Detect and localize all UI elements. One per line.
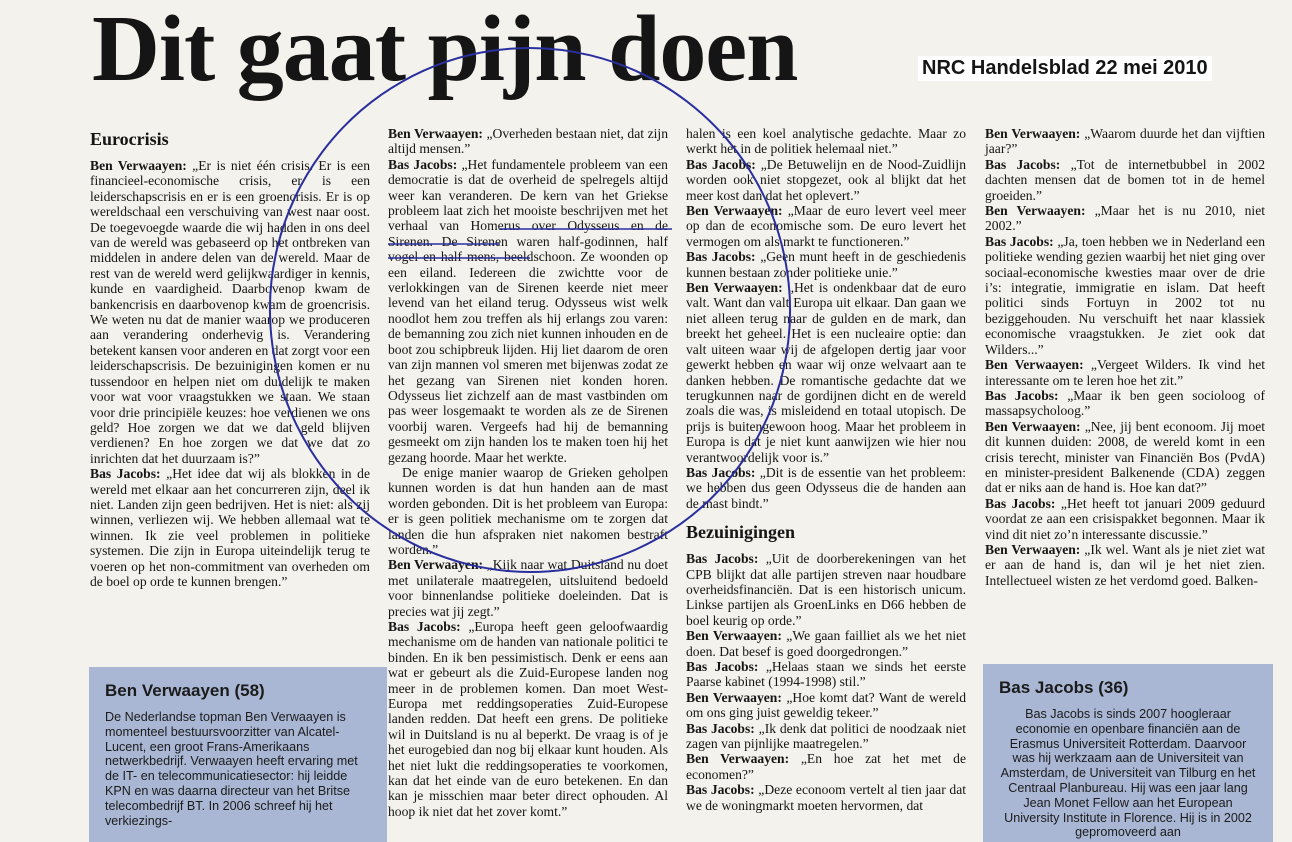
paragraph-text: „Overheden bestaan niet, dat zijn altijd mensen.”	[388, 126, 668, 157]
paragraph	[90, 466, 370, 589]
speaker-name: Ben Verwaayen:	[985, 418, 1081, 434]
paragraph-text: „Het idee dat wij als blokken in de wereld met elkaar aan het concurreren zijn, deel ik niet. Landen zijn geen bedrijven. Het is niet: als zij winnen, verliezen wij. We hebben allemaal wat te winnen. Ik zie veel problemen in politieke systemen. Die zijn in Europa uiteindelijk terug te voeren op het non-commitment van overheden om de boel op orde te kunnen brengen.”	[90, 466, 370, 589]
paragraph	[686, 203, 966, 249]
paragraph	[388, 557, 668, 619]
speaker-name: Bas Jacobs:	[388, 156, 458, 172]
paragraph	[985, 496, 1265, 542]
paragraph-text: „Maar ik ben geen socioloog of massapsycholoog.”	[985, 387, 1266, 419]
paragraph-text: „Het is ondenkbaar dat de euro valt. Want dan valt Europa uit elkaar. Dan gaan we niet alleen terug naar de gulden en de mark, dan breekt het geheel. Het is een nucleaire optie: dan valt uiteen waar wij de afgelopen dertig jaar voor gewerkt hebben en waar wij onze welvaart aan te danken hebben. De romantische gedachte dat we terugkunnen naar de gordijnen dicht en de wereld zoals die was, is misleidend en totaal utopisch. De prijs is buitengewoon hoog. Maar het probleem in Europa is dat je niet kunt aanwijzen wie hier nou verantwoordelijk voor is.”	[686, 280, 966, 465]
section-title-eurocrisis: Eurocrisis	[90, 129, 169, 149]
paragraph	[686, 465, 966, 511]
paragraph-text: „Ik wel. Want als je niet ziet wat er aan de hand is, dan wil je het niet zien. Intellectueel wisten ze het verdomd goed. Balken-	[985, 541, 1266, 588]
paragraph	[686, 751, 966, 782]
paragraph	[985, 234, 1265, 357]
paragraph	[985, 542, 1265, 588]
paragraph-text: „Tot de internetbubbel in 2002 dachten mensen dat de bomen tot in de hemel groeiden.”	[985, 156, 1266, 203]
paragraph-text: „Kijk naar wat Duitsland nu doet met unilaterale maatregelen, uitsluitend bedoeld voor binnenlandse politieke doeleinden. Dat is precies wat jij zegt.”	[388, 557, 668, 619]
speaker-name: Bas Jacobs:	[686, 249, 756, 265]
section-title-bezuinigingen: Bezuinigingen	[686, 522, 796, 543]
speaker-name: Ben Verwaayen:	[686, 203, 783, 219]
paragraph-text: „Hoe komt dat? Want de wereld om ons ging juist geweldig tekeer.”	[686, 689, 966, 721]
paragraph-text: „Maar de euro levert veel meer op dan de economische som. De euro levert het vermogen om als markt te functioneren.”	[686, 203, 966, 249]
speaker-name: Ben Verwaayen:	[686, 751, 790, 767]
speaker-name: Bas Jacobs:	[686, 782, 755, 798]
speaker-name: Ben Verwaayen:	[686, 689, 782, 705]
paragraph	[388, 619, 668, 819]
speaker-name: Ben Verwaayen:	[985, 357, 1084, 373]
column-4	[985, 126, 1265, 588]
paragraph	[686, 126, 966, 157]
paragraph-text: „Maar het is nu 2010, niet 2002.”	[985, 203, 1266, 234]
bio-title: Ben Verwaayen (58)	[105, 681, 265, 700]
speaker-name: Bas Jacobs:	[985, 495, 1056, 511]
speaker-name: Bas Jacobs:	[388, 619, 461, 634]
speaker-name: Bas Jacobs:	[985, 233, 1054, 249]
paragraph	[388, 157, 668, 465]
speaker-name: Bas Jacobs:	[985, 387, 1059, 403]
paragraph	[985, 419, 1265, 496]
speaker-name: Ben Verwaayen:	[985, 541, 1081, 557]
speaker-name: Ben Verwaayen:	[90, 158, 187, 173]
paragraph	[388, 465, 668, 557]
paragraph	[686, 659, 966, 690]
speaker-name: Bas Jacobs:	[686, 156, 756, 172]
paragraph-text: „Nee, jij bent econoom. Jij moet dit kunnen duiden: 2008, de wereld komt in een crisis terecht, minister van Financiën Bos (PvdA) en minister-president Balkenende (CDA) zeggen dat er niks aan de hand is. Hoe kan dat?”	[985, 418, 1265, 496]
paragraph	[985, 157, 1265, 203]
paragraph-text: „Vergeet Wilders. Ik vind het interessante om te leren hoe het zit.”	[985, 357, 1266, 388]
speaker-name: Ben Verwaayen:	[686, 628, 782, 644]
paragraph-text: „Dit is de essentie van het probleem: we hebben dus geen Odysseus die de handen aan de mast bindt.”	[686, 464, 967, 511]
paragraph-text: „Europa heeft geen geloofwaardig mechanisme om de handen van nationale politici te binden. En ik ben pessimistisch. Denk er eens aan wat er gebeurt als die Zuid-Europese landen nog meer in de problemen komen. Dan moet West-Europa met reddingsoperaties Zuid-Europese landen redden. Dat heeft een grens. De politieke wil in Duitsland is nu al beperkt. De vraag is of je het eurogebied dan nog bij elkaar kunt houden. Als het niet lukt die reddingsoperaties te voorkomen, kan dat het einde van de euro betekenen. En dan kan je misschien maar beter direct ophouden. Al hoop ik niet dat het zover komt.”	[388, 619, 668, 819]
column-1-paragraphs	[90, 158, 370, 589]
paragraph	[985, 357, 1265, 388]
speaker-name: Ben Verwaayen:	[388, 557, 484, 573]
paragraph-text: „Geen munt heeft in de geschiedenis kunnen bestaan zonder politieke unie.”	[686, 249, 966, 280]
paragraph-text: „Het heeft tot januari 2009 geduurd voordat ze aan een crisispakket begonnen. Maar ik vind dit niet zo’n interessante discussie.”	[985, 495, 1266, 542]
paragraph-text: halen is een koel analytische gedachte. Maar zo werkt het in de politiek helemaal niet.”	[686, 126, 966, 157]
paragraph	[388, 126, 668, 157]
speaker-name: Bas Jacobs:	[686, 659, 759, 674]
column-2	[388, 126, 668, 819]
paragraph	[686, 628, 966, 659]
column-3-paragraphs	[686, 126, 966, 511]
bio-box-jacobs	[983, 664, 1273, 842]
paragraph	[686, 249, 966, 280]
speaker-name: Bas Jacobs:	[985, 156, 1061, 172]
paragraph-text: „Het fundamentele probleem van een democratie is dat de overheid de spelregels altijd weer kan veranderen. De kern van het Griekse probleem laat zich het mooiste beschrijven met het verhaal van Homerus over Odysseus en de Sirenen. De Sirenen waren half-godinnen, half vogel en half mens, beeldschoon. Ze woonden op een eiland. Iedereen die zwichtte voor de verlokkingen van de Sirenen keerde niet meer levend van het eiland terug. Odysseus wist welk noodlot hem zou treffen als hij erlangs zou varen: de bemanning zou zich niet kunnen inhouden en de boot zou schipbreuk lijden. Hij liet daarom de oren van zijn mannen vol smeren met bijenwas zodat ze het gezang van Sirenen niet konden horen. Odysseus liet zichzelf aan de mast vastbinden om pas weer losgemaakt te worden als ze de Sirenen voorbij waren. Vergeefs had hij de bemanning gesmeekt om zijn handen los te maken toen hij het gezang hoorde. Maar het werkte.	[388, 156, 668, 465]
bio-box-verwaayen	[89, 667, 387, 842]
paragraph-text: „We gaan failliet als we het niet doen. Dat besef is goed doorgedrongen.”	[686, 628, 966, 659]
paragraph-text: De enige manier waarop de Grieken geholpen kunnen worden is dat hun handen aan de mast worden gebonden. Dit is het probleem van Europa: er is geen politiek mechanisme om te zorgen dat landen die hun afspraken niet nakomen bestraft worden.”	[388, 464, 668, 557]
column-1	[90, 126, 370, 589]
paragraph	[686, 721, 966, 752]
paragraph	[686, 280, 966, 465]
paragraph	[686, 157, 966, 203]
speaker-name: Bas Jacobs:	[90, 466, 161, 482]
paragraph-text: „En hoe zat het met de economen?”	[686, 751, 966, 782]
paragraph	[686, 690, 966, 721]
column-4-paragraphs	[985, 126, 1265, 588]
paragraph	[985, 388, 1265, 419]
paragraph	[985, 203, 1265, 234]
bio-text: Bas Jacobs is sinds 2007 hoogleraar economie en openbare financiën aan de Erasmus Universiteit Rotterdam. Daarvoor was hij werkzaam aan de Universiteit van Amsterdam, de Universiteit van Tilburg en het Centraal Planbureau. Hij was een jaar lang Jean Monet Fellow aan het European University Institute in Florence. Hij is in 2002 gepromoveerd aan	[1000, 707, 1256, 840]
column-3	[686, 126, 966, 813]
paragraph-text: „Ja, toen hebben we in Nederland een politieke wending gezien waarbij het niet ging over sociaal-economische kwesties maar over de drie i’s: integratie, immigratie en islam. Dat heeft politici sinds Fortuyn in 2002 tot nu beziggehouden. Nu verschuift het naar klassiek economische vraagstukken. Je ziet ook dat Wilders...”	[985, 233, 1265, 357]
paragraph-text: „Ik denk dat politici de noodzaak niet zagen van pijnlijke maatregelen.”	[686, 720, 966, 752]
headline: Dit gaat pijn doen	[92, 0, 798, 101]
speaker-name: Bas Jacobs:	[686, 551, 759, 567]
paragraph-text: „Deze econoom vertelt al tien jaar dat we de woningmarkt moeten hervormen, dat	[686, 782, 967, 813]
paragraph-text: „Waarom duurde het dan vijftien jaar?”	[985, 126, 1265, 157]
bio-title: Bas Jacobs (36)	[999, 678, 1129, 697]
paragraph	[686, 551, 966, 628]
paragraph-text: „Er is niet één crisis. Er is een financieel-economische crisis, er is een leiderschapscrisis en er is een groencrisis. Er is op wereldschaal een verschuiving van west naar oost. De toegevoegde waarde die wij hadden in ons deel van de wereld was gebaseerd op het ontbreken van middelen in andere delen van de wereld. Maar de rest van de wereld werd gelijkwaardiger in kennis, kunde en vaardigheid. Daarbovenop kwam de bankencrisis en daarbovenop kwam de groencrisis. We weten nu dat de manier waarop we produceren aan verandering onderhevig is. Verandering betekent kansen voor anderen en dat zorgt voor een leiderschapscrisis. De bezuinigingen komen er nu tussendoor en helpen niet om duidelijk te maken voor wat voor vraagstukken we staan. We staan voor drie principiële keuzes: hoe verdienen we ons geld? Hoe zorgen we dat we dat geld blijven verdienen? En hoe zorgen we dat we dat zo inrichten dat het duurzaam is?”	[90, 158, 370, 466]
column-3-paragraphs-bezuinigingen	[686, 551, 966, 813]
speaker-name: Ben Verwaayen:	[985, 203, 1086, 219]
speaker-name: Bas Jacobs:	[686, 720, 755, 736]
speaker-name: Ben Verwaayen:	[985, 126, 1081, 141]
paragraph-text: „Uit de doorberekeningen van het CPB blijkt dat alle partijen streven naar houdbare overheidsfinanciën. Dat is een historisch unicum. Linkse partijen als GroenLinks en D66 hebben de boel keurig op orde.”	[686, 551, 966, 628]
paragraph	[90, 158, 370, 466]
speaker-name: Ben Verwaayen:	[686, 280, 783, 296]
source-label: NRC Handelsblad 22 mei 2010	[918, 56, 1212, 81]
bio-text: De Nederlandse topman Ben Verwaayen is momenteel bestuursvoorzitter van Alcatel-Lucent, een groot Frans-Amerikaans netwerkbedrijf. Verwaayen heeft ervaring met de IT- en telecommunicatiesector: hij leidde KPN en was daarna directeur van het Britse telecombedrijf BT. In 2006 schreef hij het verkiezings-	[105, 710, 358, 828]
paragraph-text: „Helaas staan we sinds het eerste Paarse kabinet (1994-1998) stil.”	[686, 659, 966, 690]
paragraph	[686, 782, 966, 813]
paragraph-text: „De Betuwelijn en de Nood-Zuidlijn worden ook niet stopgezet, ook al blijkt dat het meer kost dan dat het oplevert.”	[686, 156, 966, 203]
speaker-name: Bas Jacobs:	[686, 464, 756, 480]
column-2-paragraphs	[388, 126, 668, 819]
speaker-name: Ben Verwaayen:	[388, 126, 483, 141]
paragraph	[985, 126, 1265, 157]
